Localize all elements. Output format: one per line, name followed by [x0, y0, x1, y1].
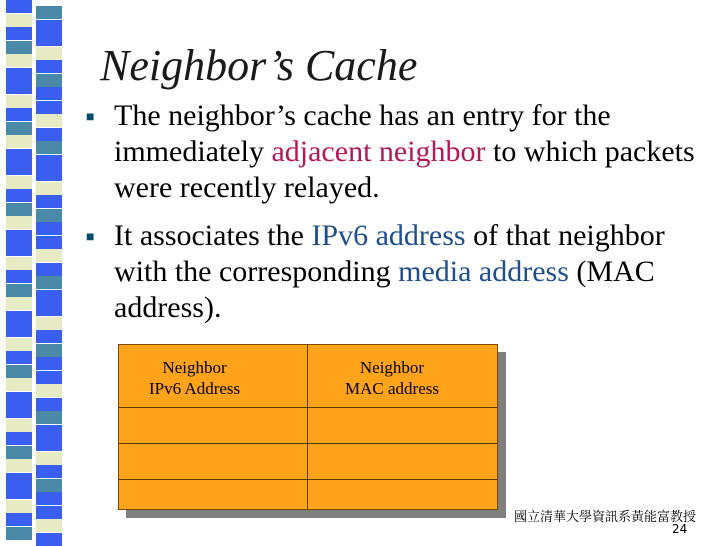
stripe-block — [36, 411, 62, 424]
stripe-block — [36, 492, 62, 505]
stripe-block — [36, 398, 62, 411]
stripe-block — [36, 303, 62, 316]
text-line — [114, 134, 720, 170]
stripe-block — [36, 60, 62, 73]
stripe-block — [36, 236, 62, 249]
stripe-block — [36, 6, 62, 19]
stripe-block — [6, 216, 32, 229]
text-run: of that neighbor — [465, 219, 665, 252]
stripe-block — [6, 176, 32, 189]
stripe-block — [6, 203, 32, 216]
text-line — [114, 170, 720, 206]
table-divider — [119, 479, 497, 480]
stripe-block — [36, 533, 62, 546]
header-line: MAC address — [345, 379, 439, 398]
table-header-ipv6 — [149, 357, 240, 399]
stripe-block — [6, 527, 32, 540]
stripe-block — [6, 446, 32, 459]
stripe-block — [36, 114, 62, 127]
stripe-block — [6, 0, 32, 13]
stripe-block — [36, 344, 62, 357]
stripe-block — [36, 47, 62, 60]
stripe-block — [36, 222, 62, 235]
stripe-block — [36, 452, 62, 465]
stripe-block — [6, 338, 32, 351]
stripe-block — [36, 384, 62, 397]
stripe-block — [36, 101, 62, 114]
stripe-block — [6, 122, 32, 135]
footer-author: 國立清華大學資訊系黃能富教授 — [514, 510, 697, 525]
stripe-block — [6, 41, 32, 54]
table-divider — [119, 407, 497, 408]
highlight-term: media address — [398, 255, 569, 288]
text-run: immediately — [114, 135, 272, 168]
text-line — [114, 254, 720, 290]
stripe-block — [36, 155, 62, 168]
text-run: The neighbor’s cache has an entry for the — [114, 99, 611, 132]
stripe-block — [36, 506, 62, 519]
slide-title: Neighbor’s Cache — [100, 41, 418, 90]
stripe-block — [6, 351, 32, 364]
stripe-block — [6, 486, 32, 499]
text-run: with the corresponding — [114, 255, 399, 288]
stripe-block — [36, 317, 62, 330]
bullet-1-text — [114, 98, 720, 206]
stripe-block — [36, 74, 62, 87]
stripe-block — [36, 330, 62, 343]
bullet-2-text — [114, 218, 720, 326]
stripe-block — [6, 419, 32, 432]
stripe-block — [6, 311, 32, 324]
stripe-block — [36, 519, 62, 532]
stripe-block — [6, 297, 32, 310]
bullet-marker-icon: ■ — [86, 230, 95, 245]
stripe-block — [36, 263, 62, 276]
text-run: (MAC — [568, 255, 655, 288]
table-header-mac — [345, 357, 439, 399]
stripe-block — [36, 465, 62, 478]
stripe-block — [36, 182, 62, 195]
stripe-block — [36, 87, 62, 100]
text-line — [114, 290, 720, 326]
text-run: address). — [114, 291, 222, 324]
stripe-block — [36, 249, 62, 262]
stripe-block — [6, 405, 32, 418]
stripe-block — [6, 473, 32, 486]
text-run: were recently relayed. — [114, 171, 380, 204]
stripe-block — [6, 513, 32, 526]
stripe-block — [36, 141, 62, 154]
highlight-term: IPv6 address — [311, 219, 466, 252]
stripe-block — [6, 81, 32, 94]
stripe-block — [6, 459, 32, 472]
stripe-block — [6, 95, 32, 108]
bullet-marker-icon: ■ — [86, 110, 95, 125]
stripe-block — [6, 257, 32, 270]
stripe-block — [36, 479, 62, 492]
page-number: 24 — [672, 522, 688, 536]
table-divider — [119, 443, 497, 444]
stripe-block — [36, 438, 62, 451]
stripe-block — [36, 195, 62, 208]
stripe-block — [36, 290, 62, 303]
stripe-block — [36, 33, 62, 46]
stripe-block — [6, 189, 32, 202]
text-line — [114, 218, 720, 254]
text-line — [114, 98, 720, 134]
stripe-block — [36, 425, 62, 438]
stripe-block — [6, 365, 32, 378]
stripe-block — [6, 284, 32, 297]
decorative-stripe — [0, 0, 64, 540]
stripe-block — [6, 324, 32, 337]
stripe-block — [36, 357, 62, 370]
neighbor-cache-table — [118, 344, 498, 510]
stripe-block — [6, 27, 32, 40]
stripe-block — [6, 162, 32, 175]
header-line: IPv6 Address — [149, 379, 241, 398]
text-run: It associates the — [114, 219, 312, 252]
table-divider — [307, 345, 308, 509]
stripe-block — [6, 54, 32, 67]
stripe-block — [6, 14, 32, 27]
stripe-block — [36, 209, 62, 222]
stripe-block — [6, 500, 32, 513]
stripe-block — [6, 392, 32, 405]
stripe-block — [36, 128, 62, 141]
stripe-block — [6, 432, 32, 445]
stripe-block — [36, 371, 62, 384]
stripe-block — [6, 108, 32, 121]
highlight-term: adjacent neighbor — [271, 135, 486, 168]
stripe-block — [36, 168, 62, 181]
stripe-block — [6, 135, 32, 148]
header-line: Neighbor — [359, 358, 425, 377]
header-line: Neighbor — [162, 358, 227, 377]
stripe-block — [36, 276, 62, 289]
stripe-block — [36, 20, 62, 33]
stripe-block — [6, 243, 32, 256]
stripe-block — [6, 149, 32, 162]
stripe-block — [6, 378, 32, 391]
stripe-block — [6, 270, 32, 283]
stripe-block — [6, 68, 32, 81]
stripe-block — [6, 230, 32, 243]
text-run: to which packets — [485, 135, 695, 168]
